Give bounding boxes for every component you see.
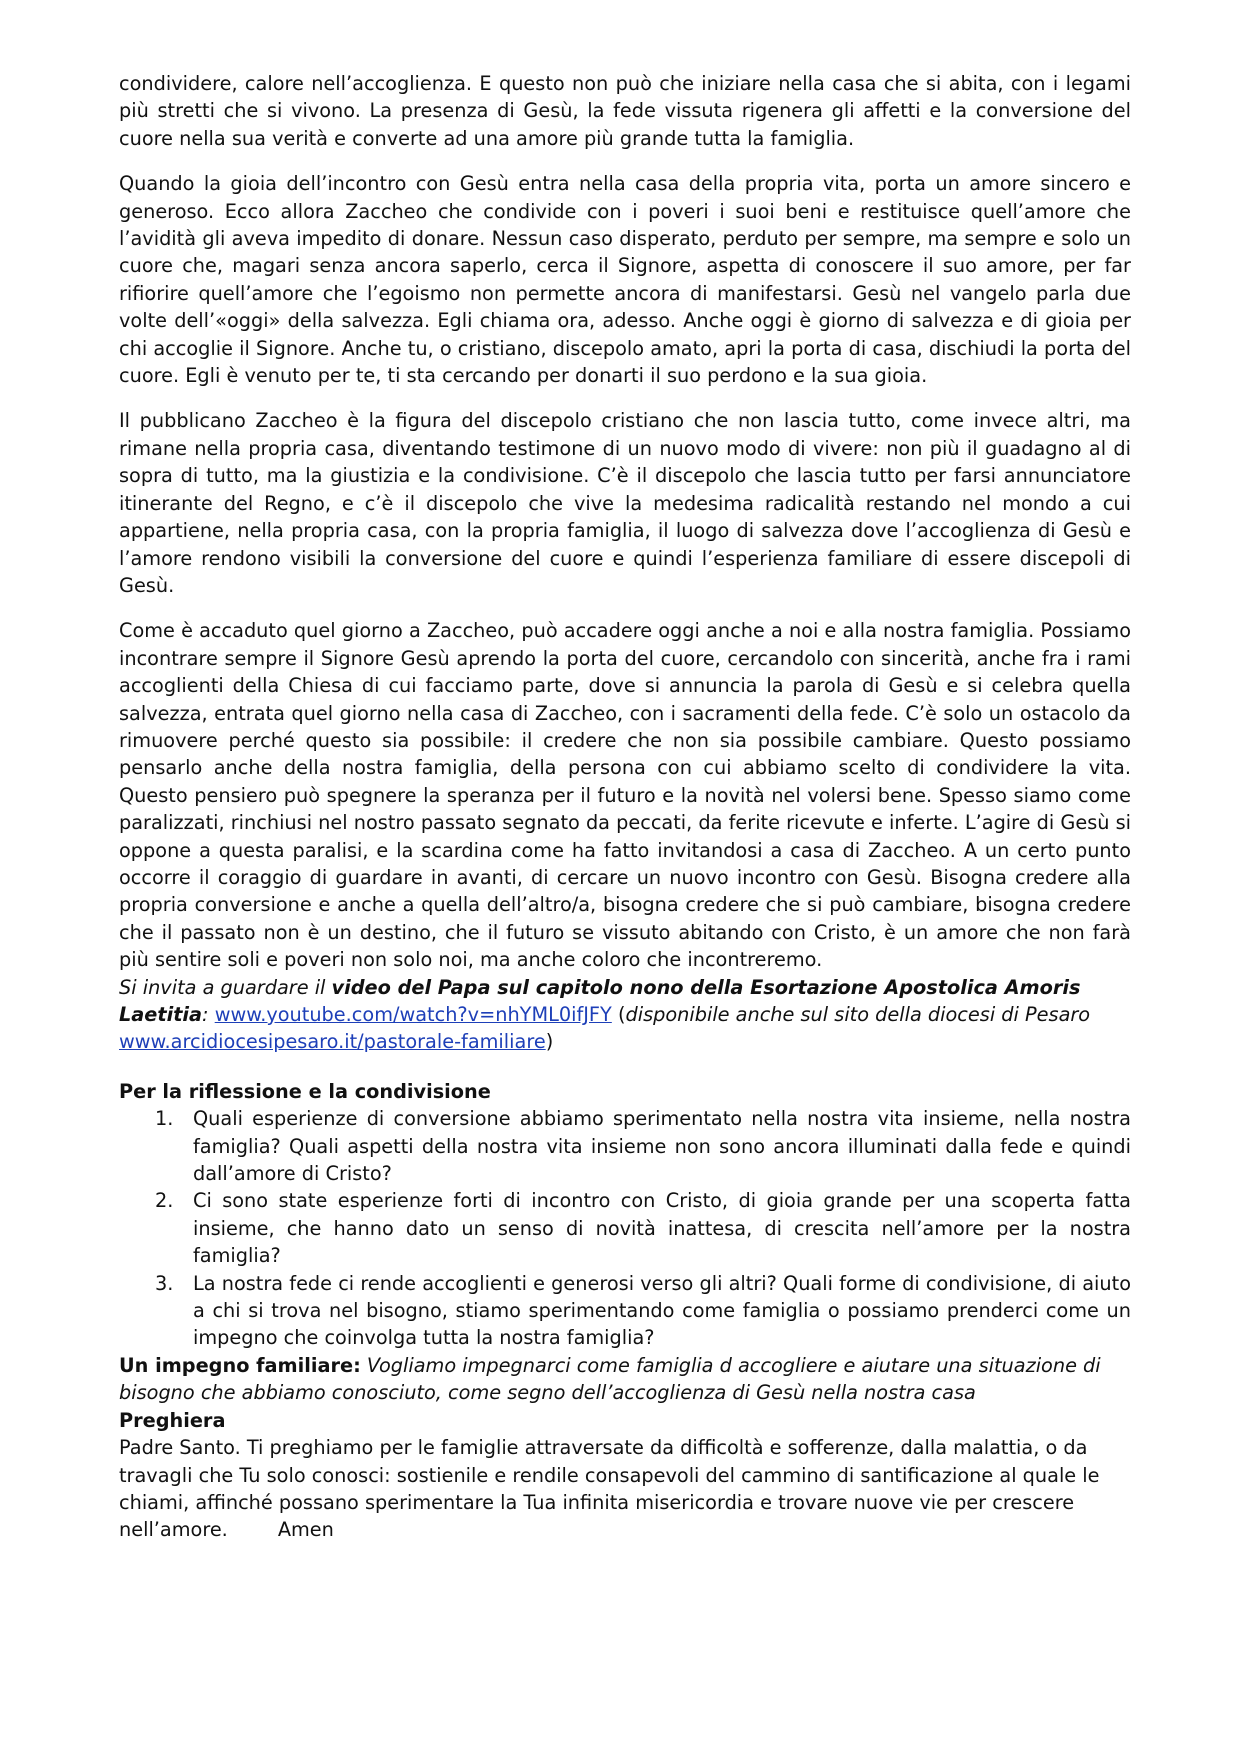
- reflection-questions: [119, 1105, 1131, 1352]
- document-page: [119, 70, 1131, 1544]
- diocese-link[interactable]: www.arcidiocesipesaro.it/pastorale-familiare: [119, 1030, 546, 1054]
- question-text: La nostra fede ci rende accoglienti e generosi verso gli altri? Quali forme di condivisione, di aiuto a chi si trova nel bisogno, stiamo sperimentando come famiglia o possiamo prenderci come un impegno che coinvolga tutta la nostra famiglia?: [193, 1271, 1131, 1350]
- question-item: [119, 1187, 1131, 1269]
- prayer-text: Padre Santo. Ti preghiamo per le famiglie attraversate da difficoltà e sofferenze, dalla malattia, o da travagli che Tu solo conosci: sostienile e rendile consapevoli del cammino di santificazione al quale le chiami, affinché possano sperimentare la Tua infinita misericordia e trovare nuove vie per crescere nell’amore.: [119, 1436, 1100, 1542]
- prayer-body: [119, 1434, 1131, 1544]
- paragraph-intro: condividere, calore nell’accoglienza. E questo non può che iniziare nella casa che si abita, con i legami più stretti che si vivono. La presenza di Gesù, la fede vissuta rigenera gli affetti e la conversione del cuore nella sua verità e converte ad una amore più grande tutta la famiglia.: [119, 72, 1131, 150]
- question-number: 1.: [155, 1107, 174, 1131]
- question-item: [119, 1270, 1131, 1352]
- availability-note: disponibile anche sul sito della diocesi di Pesaro: [625, 1003, 1091, 1026]
- youtube-link[interactable]: www.youtube.com/watch?v=nhYML0ifJFY: [214, 1003, 612, 1026]
- paragraph-zacchaeus-disciple: Il pubblicano Zaccheo è la figura del discepolo cristiano che non lascia tutto, come invece altri, ma rimane nella propria casa, diventando testimone di un nuovo modo di vivere: non più il guadagno al di sopra di tutto, ma la giustizia e la condivisione. C’è il discepolo che lascia tutto per farsi annunciatore itinerante del Regno, e c’è il discepolo che vive la medesima radicalità restando nel mondo a cui appartiene, nella propria casa, con la propria famiglia, il luogo di salvezza dove l’accoglienza di Gesù e l’amore rendono visibili la conversione del cuore e quindi l’esperienza familiare di essere discepoli di Gesù.: [119, 409, 1131, 597]
- video-colon: :: [202, 1003, 215, 1026]
- prayer-heading: Preghiera: [119, 1408, 226, 1432]
- question-text: Ci sono state esperienze forti di incontro con Cristo, di gioia grande per una scoperta fatta insieme, che hanno dato un senso di novità inattesa, di crescita nell’amore per la nostra famiglia?: [193, 1189, 1131, 1268]
- paragraph-joy-encounter: Quando la gioia dell’incontro con Gesù entra nella casa della propria vita, porta un amore sincero e generoso. Ecco allora Zaccheo che condivide con i poveri i suoi beni e restituisce quell’amore che l’avidità gli aveva impedito di donare. Nessun caso disperato, perduto per sempre, ma sempre e solo un cuore che, magari senza ancora saperlo, cerca il Signore, aspetta di conoscere il suo amore, per far rifiorire quell’amore che l’egoismo non permette ancora di manifestarsi. Gesù nel vangelo parla due volte dell’«oggi» della salvezza. Egli chiama ora, adesso. Anche oggi è giorno di salvezza e di gioia per chi accoglie il Signore. Anche tu, o cristiano, discepolo amato, apri la porta di casa, dischiudi la porta del cuore. Egli è venuto per te, ti sta cercando per donarti il suo perdono e la sua gioia.: [119, 172, 1131, 388]
- question-number: 3.: [155, 1271, 174, 1295]
- family-commitment: [119, 1352, 1131, 1407]
- video-note: [119, 974, 1131, 1056]
- commitment-text: Vogliamo impegnarci come famiglia d accogliere e aiutare una situazione di bisogno che abbiamo conosciuto, come segno dell’accoglienza di Gesù nella nostra casa: [119, 1353, 1101, 1405]
- reflection-heading: Per la riflessione e la condivisione: [119, 1079, 491, 1103]
- open-paren: (: [611, 1003, 626, 1026]
- video-title: video del Papa sul capitolo nono della Esortazione Apostolica Amoris Laetitia: [119, 975, 1081, 1026]
- close-paren: ): [545, 1030, 554, 1054]
- video-note-intro: Si invita a guardare il: [119, 975, 332, 999]
- commitment-label: Un impegno familiare:: [119, 1353, 361, 1377]
- question-text: Quali esperienze di conversione abbiamo sperimentato nella nostra vita insieme, nella nostra famiglia? Quali aspetti della nostra vita insieme non sono ancora illuminati dalla fede e quindi dall’amore di Cristo?: [193, 1107, 1131, 1186]
- prayer-amen: Amen: [277, 1518, 334, 1542]
- question-number: 2.: [155, 1189, 174, 1213]
- question-item: [119, 1105, 1131, 1187]
- paragraph-happened-to-us: Come è accaduto quel giorno a Zaccheo, può accadere oggi anche a noi e alla nostra famiglia. Possiamo incontrare sempre il Signore Gesù aprendo la porta del cuore, cercandolo con sincerità, anche fra i rami accoglienti della Chiesa di cui facciamo parte, dove si annuncia la parola di Gesù e si celebra quella salvezza, entrata quel giorno nella casa di Zaccheo, con i sacramenti della fede. C’è solo un ostacolo da rimuovere perché questo sia possibile: il credere che non sia possibile cambiare. Questo possiamo pensarlo anche della nostra famiglia, della persona con cui abbiamo scelto di condividere la vita. Questo pensiero può spegnere la speranza per il futuro e la novità nel volersi bene. Spesso siamo come paralizzati, rinchiusi nel nostro passato segnato da peccati, da ferite ricevute e inferte. L’agire di Gesù si oppone a questa paralisi, e la scardina come ha fatto invitandosi a casa di Zaccheo. A un certo punto occorre il coraggio di guardare in avanti, di cercare un nuovo incontro con Gesù. Bisogna credere alla propria conversione e anche a quella dell’altro/a, bisogna credere che si può cambiare, bisogna credere che il passato non è un destino, che il futuro se vissuto abitando con Cristo, è un amore che non farà più sentire soli e poveri non solo noi, ma anche coloro che incontreremo.: [119, 619, 1131, 972]
